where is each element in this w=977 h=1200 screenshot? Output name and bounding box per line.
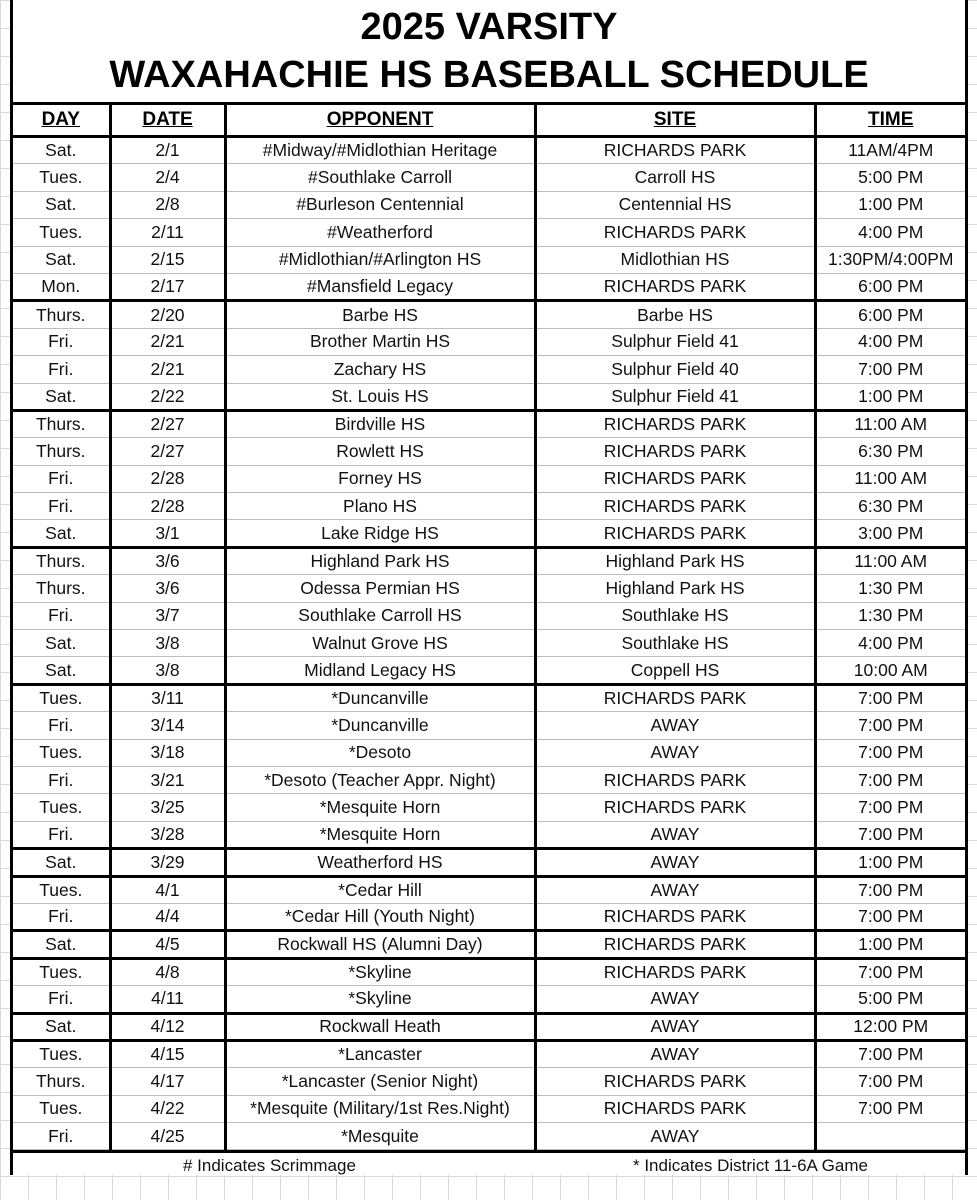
cell-opponent: #Burleson Centennial	[225, 191, 535, 218]
table-row	[13, 246, 965, 273]
cell-opponent: *Desoto (Teacher Appr. Night)	[225, 766, 535, 793]
cell-day: Sat.	[13, 849, 110, 876]
cell-time: 7:00 PM	[815, 958, 965, 985]
cell-day: Sat.	[13, 931, 110, 958]
cell-day: Fri.	[13, 712, 110, 739]
table-row	[13, 547, 965, 574]
cell-time: 7:00 PM	[815, 766, 965, 793]
cell-day: Fri.	[13, 1123, 110, 1150]
cell-opponent: Birdville HS	[225, 410, 535, 437]
cell-opponent: #Weatherford	[225, 219, 535, 246]
cell-site: AWAY	[535, 712, 815, 739]
cell-opponent: #Midlothian/#Arlington HS	[225, 246, 535, 273]
cell-opponent: #Southlake Carroll	[225, 164, 535, 191]
table-row	[13, 1013, 965, 1040]
cell-site: Sulphur Field 41	[535, 328, 815, 355]
cell-day: Tues.	[13, 684, 110, 711]
cell-day: Sat.	[13, 383, 110, 410]
cell-time: 1:00 PM	[815, 191, 965, 218]
schedule-table	[13, 105, 965, 1150]
cell-date: 3/29	[110, 849, 225, 876]
cell-site: AWAY	[535, 1123, 815, 1150]
cell-date: 2/21	[110, 328, 225, 355]
table-row	[13, 849, 965, 876]
cell-opponent: *Duncanville	[225, 684, 535, 711]
table-row	[13, 766, 965, 793]
cell-day: Thurs.	[13, 301, 110, 328]
table-row	[13, 1095, 965, 1122]
table-row	[13, 191, 965, 218]
cell-site: Southlake HS	[535, 602, 815, 629]
cell-site: Centennial HS	[535, 191, 815, 218]
cell-day: Tues.	[13, 739, 110, 766]
table-row	[13, 794, 965, 821]
table-row	[13, 739, 965, 766]
cell-date: 2/28	[110, 465, 225, 492]
cell-time: 11:00 AM	[815, 547, 965, 574]
cell-site: RICHARDS PARK	[535, 465, 815, 492]
cell-day: Fri.	[13, 493, 110, 520]
cell-time: 7:00 PM	[815, 712, 965, 739]
cell-time: 7:00 PM	[815, 794, 965, 821]
cell-time: 7:00 PM	[815, 356, 965, 383]
cell-date: 3/18	[110, 739, 225, 766]
cell-opponent: Zachary HS	[225, 356, 535, 383]
cell-day: Mon.	[13, 273, 110, 300]
cell-date: 4/22	[110, 1095, 225, 1122]
cell-time: 6:00 PM	[815, 273, 965, 300]
cell-time: 7:00 PM	[815, 1095, 965, 1122]
cell-date: 2/11	[110, 219, 225, 246]
cell-site: Sulphur Field 41	[535, 383, 815, 410]
cell-opponent: *Skyline	[225, 986, 535, 1013]
header-day: DAY	[13, 105, 110, 137]
cell-date: 2/8	[110, 191, 225, 218]
cell-time: 12:00 PM	[815, 1013, 965, 1040]
cell-day: Thurs.	[13, 547, 110, 574]
cell-opponent: *Lancaster	[225, 1040, 535, 1067]
table-row	[13, 438, 965, 465]
cell-day: Fri.	[13, 903, 110, 930]
cell-date: 4/17	[110, 1068, 225, 1095]
cell-day: Fri.	[13, 328, 110, 355]
cell-date: 4/5	[110, 931, 225, 958]
cell-opponent: Weatherford HS	[225, 849, 535, 876]
header-time: TIME	[815, 105, 965, 137]
cell-date: 2/20	[110, 301, 225, 328]
cell-day: Sat.	[13, 520, 110, 547]
cell-opponent: Odessa Permian HS	[225, 575, 535, 602]
cell-site: RICHARDS PARK	[535, 520, 815, 547]
cell-site: AWAY	[535, 849, 815, 876]
cell-opponent: Rockwall HS (Alumni Day)	[225, 931, 535, 958]
cell-time: 6:30 PM	[815, 438, 965, 465]
cell-date: 4/11	[110, 986, 225, 1013]
cell-opponent: Rockwall Heath	[225, 1013, 535, 1040]
cell-opponent: Southlake Carroll HS	[225, 602, 535, 629]
table-row	[13, 986, 965, 1013]
cell-opponent: *Cedar Hill (Youth Night)	[225, 903, 535, 930]
table-row	[13, 903, 965, 930]
cell-site: RICHARDS PARK	[535, 137, 815, 164]
cell-time: 7:00 PM	[815, 876, 965, 903]
header-site: SITE	[535, 105, 815, 137]
table-row	[13, 273, 965, 300]
table-row	[13, 630, 965, 657]
cell-date: 4/4	[110, 903, 225, 930]
cell-opponent: Walnut Grove HS	[225, 630, 535, 657]
cell-site: AWAY	[535, 739, 815, 766]
cell-day: Fri.	[13, 465, 110, 492]
table-row	[13, 684, 965, 711]
footer-notes	[13, 1150, 965, 1175]
table-row	[13, 301, 965, 328]
cell-site: Midlothian HS	[535, 246, 815, 273]
cell-day: Fri.	[13, 602, 110, 629]
cell-site: AWAY	[535, 821, 815, 848]
cell-time: 7:00 PM	[815, 1068, 965, 1095]
table-row	[13, 465, 965, 492]
cell-date: 2/15	[110, 246, 225, 273]
cell-site: RICHARDS PARK	[535, 219, 815, 246]
cell-site: RICHARDS PARK	[535, 1095, 815, 1122]
schedule-body	[13, 137, 965, 1150]
cell-date: 3/7	[110, 602, 225, 629]
cell-date: 3/8	[110, 657, 225, 684]
table-row	[13, 1040, 965, 1067]
table-row	[13, 876, 965, 903]
cell-time: 4:00 PM	[815, 219, 965, 246]
cell-opponent: *Mesquite Horn	[225, 821, 535, 848]
cell-opponent: *Mesquite Horn	[225, 794, 535, 821]
cell-site: Highland Park HS	[535, 575, 815, 602]
cell-date: 4/8	[110, 958, 225, 985]
cell-time: 1:30 PM	[815, 602, 965, 629]
cell-day: Sat.	[13, 630, 110, 657]
cell-opponent: *Lancaster (Senior Night)	[225, 1068, 535, 1095]
cell-time: 1:00 PM	[815, 383, 965, 410]
cell-site: Barbe HS	[535, 301, 815, 328]
cell-opponent: *Cedar Hill	[225, 876, 535, 903]
cell-opponent: Rowlett HS	[225, 438, 535, 465]
cell-day: Sat.	[13, 1013, 110, 1040]
cell-date: 3/14	[110, 712, 225, 739]
cell-opponent: #Midway/#Midlothian Heritage	[225, 137, 535, 164]
cell-day: Thurs.	[13, 575, 110, 602]
cell-date: 2/1	[110, 137, 225, 164]
cell-date: 2/4	[110, 164, 225, 191]
table-row	[13, 931, 965, 958]
cell-date: 3/8	[110, 630, 225, 657]
cell-date: 4/15	[110, 1040, 225, 1067]
cell-site: RICHARDS PARK	[535, 766, 815, 793]
cell-date: 3/11	[110, 684, 225, 711]
table-row	[13, 520, 965, 547]
table-row	[13, 164, 965, 191]
cell-site: RICHARDS PARK	[535, 684, 815, 711]
cell-time: 1:00 PM	[815, 849, 965, 876]
table-row	[13, 328, 965, 355]
cell-site: RICHARDS PARK	[535, 410, 815, 437]
cell-time: 4:00 PM	[815, 328, 965, 355]
cell-site: AWAY	[535, 1013, 815, 1040]
cell-day: Thurs.	[13, 410, 110, 437]
table-row	[13, 712, 965, 739]
cell-date: 2/28	[110, 493, 225, 520]
table-row	[13, 356, 965, 383]
cell-date: 3/25	[110, 794, 225, 821]
cell-date: 4/1	[110, 876, 225, 903]
table-row	[13, 821, 965, 848]
cell-site: RICHARDS PARK	[535, 1068, 815, 1095]
cell-date: 3/21	[110, 766, 225, 793]
cell-opponent: *Duncanville	[225, 712, 535, 739]
cell-date: 2/22	[110, 383, 225, 410]
cell-site: RICHARDS PARK	[535, 931, 815, 958]
cell-site: Southlake HS	[535, 630, 815, 657]
table-row	[13, 1068, 965, 1095]
cell-day: Fri.	[13, 986, 110, 1013]
cell-day: Tues.	[13, 164, 110, 191]
cell-opponent: Brother Martin HS	[225, 328, 535, 355]
cell-date: 3/28	[110, 821, 225, 848]
table-row	[13, 1123, 965, 1150]
table-row	[13, 493, 965, 520]
cell-day: Thurs.	[13, 438, 110, 465]
cell-opponent: *Mesquite (Military/1st Res.Night)	[225, 1095, 535, 1122]
table-row	[13, 383, 965, 410]
footer-scrimmage-note: # Indicates Scrimmage	[183, 1156, 356, 1176]
cell-site: RICHARDS PARK	[535, 958, 815, 985]
cell-site: RICHARDS PARK	[535, 273, 815, 300]
cell-date: 4/12	[110, 1013, 225, 1040]
footer-district-note: * Indicates District 11-6A Game	[633, 1156, 868, 1176]
cell-day: Fri.	[13, 766, 110, 793]
schedule-document	[10, 0, 968, 1175]
cell-day: Tues.	[13, 1040, 110, 1067]
cell-opponent: *Skyline	[225, 958, 535, 985]
cell-opponent: Lake Ridge HS	[225, 520, 535, 547]
cell-time: 3:00 PM	[815, 520, 965, 547]
cell-site: RICHARDS PARK	[535, 794, 815, 821]
cell-opponent: Forney HS	[225, 465, 535, 492]
cell-date: 3/1	[110, 520, 225, 547]
cell-date: 2/27	[110, 438, 225, 465]
cell-site: AWAY	[535, 986, 815, 1013]
cell-date: 4/25	[110, 1123, 225, 1150]
cell-site: AWAY	[535, 876, 815, 903]
cell-opponent: Midland Legacy HS	[225, 657, 535, 684]
cell-time: 11AM/4PM	[815, 137, 965, 164]
cell-opponent: St. Louis HS	[225, 383, 535, 410]
cell-date: 2/21	[110, 356, 225, 383]
cell-time: 1:30 PM	[815, 575, 965, 602]
table-row	[13, 958, 965, 985]
cell-date: 2/17	[110, 273, 225, 300]
header-row	[13, 105, 965, 137]
cell-site: AWAY	[535, 1040, 815, 1067]
cell-day: Tues.	[13, 794, 110, 821]
cell-day: Sat.	[13, 191, 110, 218]
cell-time: 5:00 PM	[815, 164, 965, 191]
title-line-2: WAXAHACHIE HS BASEBALL SCHEDULE	[13, 50, 965, 105]
table-row	[13, 575, 965, 602]
cell-time	[815, 1123, 965, 1150]
table-row	[13, 657, 965, 684]
header-date: DATE	[110, 105, 225, 137]
cell-day: Thurs.	[13, 1068, 110, 1095]
cell-time: 6:30 PM	[815, 493, 965, 520]
cell-date: 3/6	[110, 547, 225, 574]
cell-day: Tues.	[13, 876, 110, 903]
cell-day: Sat.	[13, 246, 110, 273]
table-row	[13, 602, 965, 629]
cell-day: Tues.	[13, 958, 110, 985]
title-line-1: 2025 VARSITY	[360, 6, 618, 48]
cell-time: 7:00 PM	[815, 684, 965, 711]
cell-date: 3/6	[110, 575, 225, 602]
cell-time: 7:00 PM	[815, 903, 965, 930]
cell-site: Carroll HS	[535, 164, 815, 191]
cell-time: 7:00 PM	[815, 821, 965, 848]
cell-site: Highland Park HS	[535, 547, 815, 574]
table-row	[13, 219, 965, 246]
cell-site: Coppell HS	[535, 657, 815, 684]
cell-day: Tues.	[13, 1095, 110, 1122]
cell-day: Fri.	[13, 356, 110, 383]
cell-time: 11:00 AM	[815, 410, 965, 437]
cell-opponent: *Mesquite	[225, 1123, 535, 1150]
cell-day: Sat.	[13, 657, 110, 684]
cell-date: 2/27	[110, 410, 225, 437]
header-opponent: OPPONENT	[225, 105, 535, 137]
cell-time: 4:00 PM	[815, 630, 965, 657]
cell-site: RICHARDS PARK	[535, 438, 815, 465]
cell-opponent: *Desoto	[225, 739, 535, 766]
cell-time: 7:00 PM	[815, 739, 965, 766]
cell-time: 1:30PM/4:00PM	[815, 246, 965, 273]
cell-opponent: Highland Park HS	[225, 547, 535, 574]
cell-site: RICHARDS PARK	[535, 493, 815, 520]
cell-time: 6:00 PM	[815, 301, 965, 328]
cell-day: Tues.	[13, 219, 110, 246]
cell-time: 7:00 PM	[815, 1040, 965, 1067]
cell-time: 10:00 AM	[815, 657, 965, 684]
cell-site: Sulphur Field 40	[535, 356, 815, 383]
cell-opponent: Barbe HS	[225, 301, 535, 328]
cell-site: RICHARDS PARK	[535, 903, 815, 930]
cell-time: 1:00 PM	[815, 931, 965, 958]
cell-opponent: Plano HS	[225, 493, 535, 520]
table-row	[13, 137, 965, 164]
cell-day: Sat.	[13, 137, 110, 164]
table-row	[13, 410, 965, 437]
cell-time: 5:00 PM	[815, 986, 965, 1013]
cell-day: Fri.	[13, 821, 110, 848]
cell-time: 11:00 AM	[815, 465, 965, 492]
cell-opponent: #Mansfield Legacy	[225, 273, 535, 300]
